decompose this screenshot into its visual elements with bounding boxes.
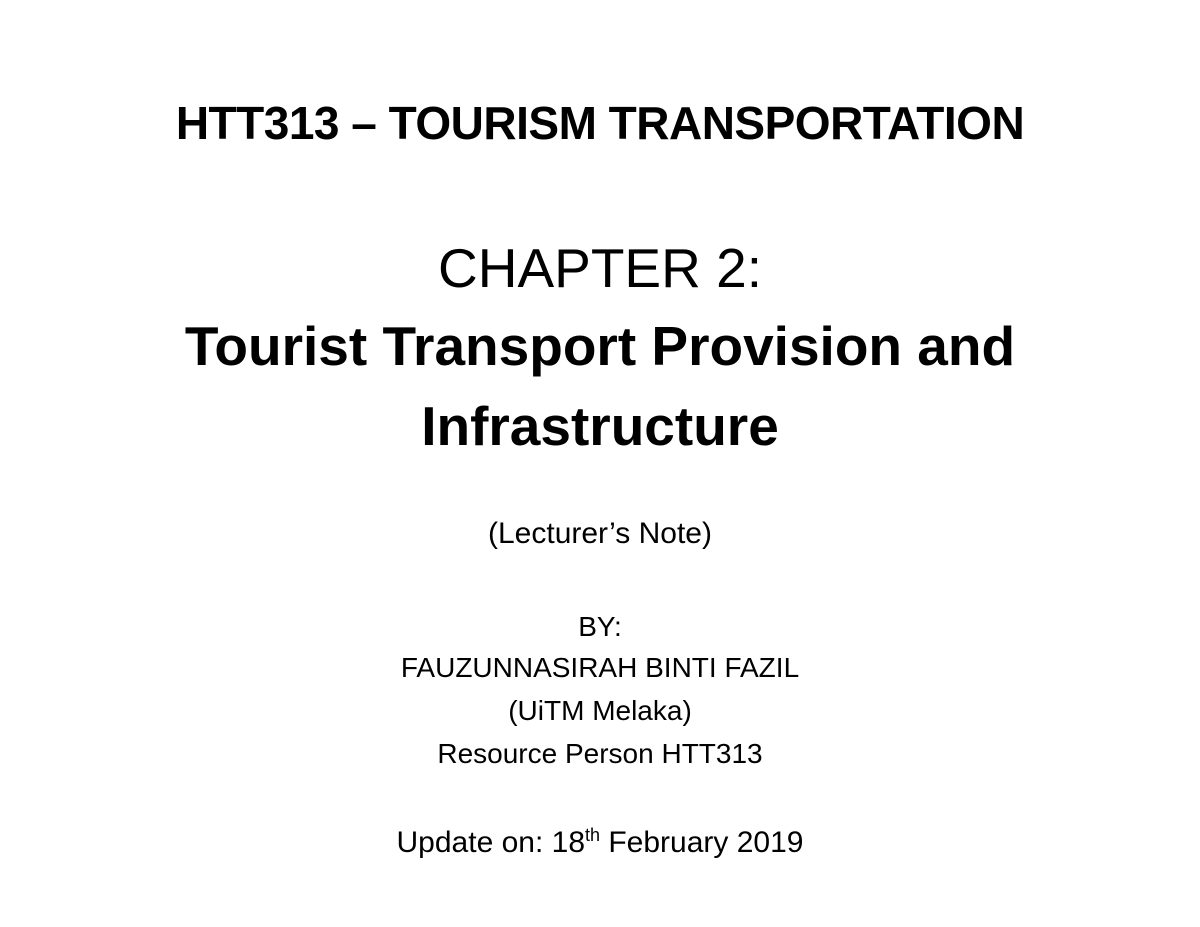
course-title: HTT313 – TOURISM TRANSPORTATION — [175, 97, 1025, 149]
institution: (UiTM Melaka) — [508, 695, 692, 726]
chapter-title-line-2: Infrastructure — [421, 395, 779, 457]
author-name: FAUZUNNASIRAH BINTI FAZIL — [400, 652, 800, 683]
update-date-rest: February 2019 — [600, 826, 804, 859]
author-role: Resource Person HTT313 — [437, 738, 763, 769]
chapter-title-line-1: Tourist Transport Provision and — [184, 315, 1016, 377]
lecturer-note-label: (Lecturer’s Note) — [488, 517, 712, 550]
update-date-ordinal: th — [585, 825, 601, 845]
by-label: BY: — [578, 611, 622, 642]
update-date — [0, 826, 1200, 860]
update-date-prefix: Update on: 18 — [396, 826, 585, 859]
chapter-label: CHAPTER 2: — [438, 237, 762, 299]
